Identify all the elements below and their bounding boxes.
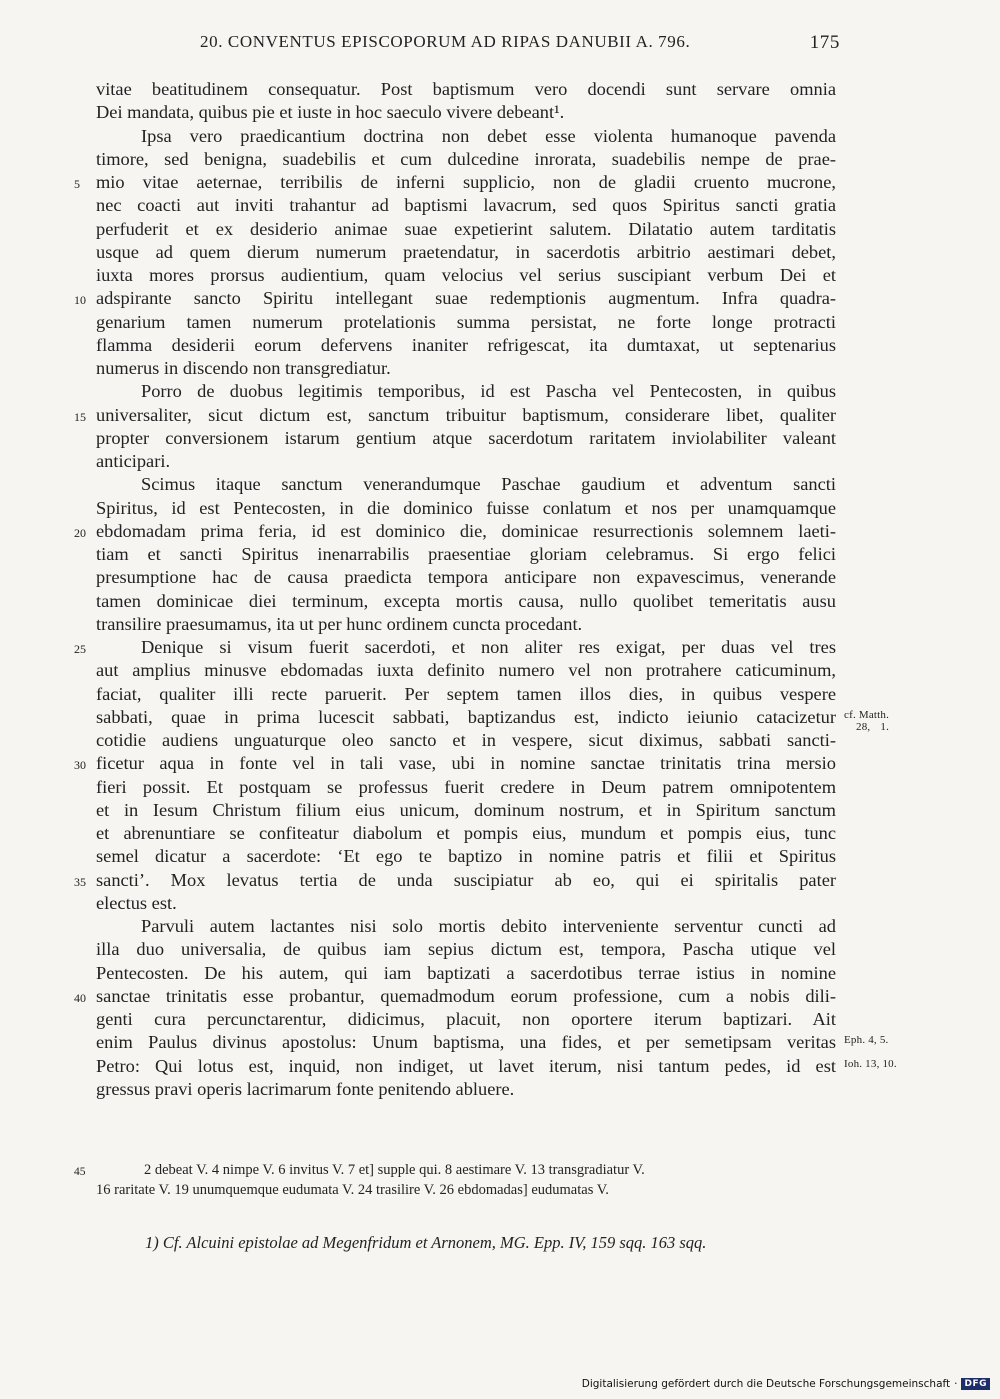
text-line: [96, 799, 836, 822]
credit-text: Digitalisierung gefördert durch die Deutsche Forschungsgemeinschaft: [581, 1378, 951, 1390]
line-text: ficetur aqua in fonte vel in tali vase, ubi in nomine sanctae trinitatis trina mersio: [96, 753, 836, 774]
text-line: [96, 706, 890, 733]
header-title: 20. CONVENTUS EPISCOPORUM AD RIPAS DANUBII A. 796.: [200, 32, 691, 51]
line-text: genarium tamen numerum protelationis summa persistat, ne forte longe protracti: [96, 311, 836, 332]
line-text: perfuderit et ex desiderio animae suae expetierint salutem. Dilatatio autem tarditatis: [96, 218, 836, 239]
line-number: 40: [74, 990, 86, 1005]
line-text: numerus in discendo non transgrediatur.: [96, 358, 391, 378]
line-text: genti cura percunctarentur, didicimus, placuit, non oportere iterum baptizari. Ait: [96, 1009, 836, 1029]
text-line: [96, 125, 836, 148]
apparatus-text: 2 debeat V. 4 nimpe V. 6 invitus V. 7 et] supple qui. 8 aestimare V. 13 transgradiatur V.: [144, 1162, 645, 1178]
page-number: 175: [809, 32, 840, 53]
footnote: 1) Cf. Alcuini epistolae ad Megenfridum et Arnonem, MG. Epp. IV, 159 sqq. 163 sqq.: [145, 1233, 707, 1252]
dfg-logo: DFG: [961, 1378, 990, 1390]
line-text: cotidie audiens unguaturque oleo sancto et in vespere, sicut diximus, sabbati sancti-: [96, 730, 836, 750]
main-text: [74, 78, 897, 1101]
text-line: [96, 1078, 836, 1101]
line-text: aut amplius minusve ebdomadas iuxta definito numero vel non protrahere caticuminum,: [96, 660, 836, 681]
text-line: [96, 148, 836, 171]
text-line: [96, 566, 836, 589]
line-text: nec coacti aut inviti trahantur ad baptismi lavacrum, sed quos Spiritus sancti gratia: [96, 195, 836, 216]
line-text: faciat, qualiter illi recte paruerit. Per septem tamen illos dies, in quibus vespere: [96, 683, 836, 704]
text-line: [96, 78, 836, 101]
text-line: [96, 380, 836, 403]
line-number: 45: [74, 1166, 86, 1178]
line-number: 10: [74, 293, 86, 308]
text-line: [96, 915, 836, 938]
line-text: Scimus itaque sanctum venerandumque Paschae gaudium et adventum sancti: [141, 474, 836, 495]
line-text: Dei mandata, quibus pie et iuste in hoc saeculo vivere debeant¹.: [96, 102, 565, 123]
line-text: propter conversionem istarum gentium atque sacerdotum raritatem inviolabiliter valeant: [96, 427, 836, 448]
text-line: [96, 357, 836, 380]
text-line: [74, 520, 836, 543]
text-line: [96, 590, 836, 613]
line-text: usque ad quem dierum numerum praetendatur, in sacerdotis arbitrio aestimari debet,: [96, 241, 836, 262]
marginal-reference: [844, 1058, 897, 1070]
text-line: [96, 334, 836, 357]
text-line: [96, 613, 836, 636]
marginal-reference-main: cf. Matth.: [844, 708, 890, 721]
marginal-reference: [844, 709, 889, 733]
line-text: Denique si visum fuerit sacerdoti, et non aliter res exigat, per duas vel tres: [141, 637, 836, 657]
text-line: [96, 729, 836, 752]
text-line: [96, 427, 836, 450]
line-text: fieri possit. Et postquam se professus fuerit credere in Deum patrem omnipotentem: [96, 776, 836, 797]
apparatus-line: [96, 1180, 836, 1200]
text-line: [96, 497, 836, 520]
text-line: [96, 659, 836, 682]
line-text: tamen dominicae diei terminum, excepta mortis causa, nullo quolibet temeritatis ausu: [96, 590, 836, 611]
text-line: [74, 171, 836, 194]
text-line: [96, 218, 836, 241]
line-text: semel dicatur a sacerdote: ‘Et ego te baptizo in nomine patris et filii et Spiritus: [96, 846, 836, 867]
line-number: 30: [74, 758, 86, 773]
line-text: Porro de duobus legitimis temporibus, id est Pascha vel Pentecosten, in quibus: [141, 381, 836, 402]
text-line: [74, 869, 836, 892]
text-line: [74, 752, 836, 775]
line-text: Pentecosten. De his autem, qui iam baptizati a sacerdotibus terrae istius in nomine: [96, 962, 836, 983]
marginal-reference-detail: 28, 1.: [856, 720, 890, 733]
apparatus-text: 16 raritate V. 19 unumquemque eudumata V. 24 trasilire V. 26 ebdomadas] eudumatas V.: [96, 1182, 609, 1198]
text-line: [96, 892, 836, 915]
text-line: [74, 404, 836, 427]
text-line: [96, 938, 836, 961]
line-text: Ipsa vero praedicantium doctrina non debet esse violenta humanoque pavenda: [141, 125, 836, 146]
line-text: et abrenuntiare se confiteatur diabolum et pompis eius, mundum et pompis eius, tunc: [96, 823, 836, 843]
line-text: et in Iesum Christum filium eius unicum, dominum nostrum, et in Spiritum sanctum: [96, 799, 836, 820]
line-text: ebdomadam prima feria, id est dominico die, dominicae resurrectionis solemnem laeti-: [96, 520, 836, 541]
line-number: 15: [74, 409, 86, 424]
line-text: transilire praesumamus, ita ut per hunc ordinem cuncta procedant.: [96, 613, 583, 634]
marginal-reference-main: Eph. 4, 5.: [844, 1034, 889, 1047]
text-line: [96, 1031, 889, 1054]
text-line: [74, 636, 836, 659]
text-line: [96, 101, 836, 124]
line-text: sancti’. Mox levatus tertia de unda suscipiatur ab eo, qui ei spiritalis pater: [96, 869, 836, 890]
line-text: vitae beatitudinem consequatur. Post baptismum vero docendi sunt servare omnia: [96, 79, 836, 99]
line-text: adspirante sancto Spiritu intellegant suae redemptionis augmentum. Infra quadra-: [96, 288, 836, 309]
text-line: [96, 194, 836, 217]
line-number: 35: [74, 874, 86, 889]
text-line: [96, 473, 836, 496]
text-line: [74, 287, 836, 310]
line-number: 25: [74, 642, 86, 656]
text-line: [96, 241, 836, 264]
line-text: Spiritus, id est Pentecosten, in die dominico fuisse conlatum et nos per unamquamque: [96, 497, 836, 518]
text-line: [96, 822, 836, 845]
line-text: mio vitae aeternae, terribilis de inferni supplicio, non de gladii cruento mucrone,: [96, 172, 836, 192]
line-number: 20: [74, 525, 86, 540]
text-line: [96, 776, 836, 799]
text-line: [96, 683, 836, 706]
running-header: [200, 32, 840, 54]
critical-apparatus: [74, 1160, 836, 1200]
line-text: sabbati, quae in prima lucescit sabbati, baptizandus est, indicto ieiunio catacizetur: [96, 706, 836, 727]
line-text: tiam et sancti Spiritus inenarrabilis praesentiae gloriam celebramus. Si ergo felici: [96, 544, 836, 564]
line-number: 5: [74, 177, 80, 191]
text-line: [74, 985, 836, 1008]
line-text: timore, sed benigna, suadebilis et cum dulcedine inrorata, suadebilis nempe de prae-: [96, 148, 836, 169]
text-line: [96, 450, 836, 473]
line-text: flamma desiderii eorum defervens inaniter refrigescat, ita dumtaxat, ut septenarius: [96, 334, 836, 355]
text-line: [96, 1008, 836, 1031]
marginal-reference-main: Ioh. 13, 10.: [844, 1057, 897, 1070]
text-line: [96, 1055, 897, 1078]
text-line: [96, 845, 836, 868]
line-text: electus est.: [96, 892, 177, 913]
line-text: anticipari.: [96, 451, 171, 471]
digitization-credit: [582, 1378, 990, 1390]
line-text: enim Paulus divinus apostolus: Unum baptisma, una fides, et per semetipsam veritas: [96, 1032, 836, 1053]
line-text: gressus pravi operis lacrimarum fonte penitendo abluere.: [96, 1078, 515, 1099]
line-text: iuxta mores prorsus audientium, quam velocius vel serius suscipiant verbum Dei et: [96, 265, 836, 285]
text-line: [96, 543, 836, 566]
line-text: sanctae trinitatis esse probantur, quemadmodum eorum professione, cum a nobis dili-: [96, 985, 836, 1006]
text-line: [96, 264, 836, 287]
line-text: presumptione hac de causa praedicta tempora anticipare non expavescimus, venerande: [96, 567, 836, 588]
line-text: universaliter, sicut dictum est, sanctum tribuitur baptismum, considerare libet, qualiter: [96, 404, 836, 425]
line-text: Parvuli autem lactantes nisi solo mortis debito interveniente serventur cuncti ad: [141, 916, 836, 936]
line-text: illa duo universalia, de quibus iam sepius dictum est, tempora, Pascha utique vel: [96, 939, 836, 960]
credit-separator: ·: [954, 1378, 958, 1390]
text-line: [96, 962, 836, 985]
line-text: Petro: Qui lotus est, inquid, non indiget, ut lavet iterum, nisi tantum pedes, id est: [96, 1055, 836, 1076]
marginal-reference: [844, 1034, 888, 1046]
text-line: [96, 311, 836, 334]
apparatus-line: [74, 1160, 836, 1180]
